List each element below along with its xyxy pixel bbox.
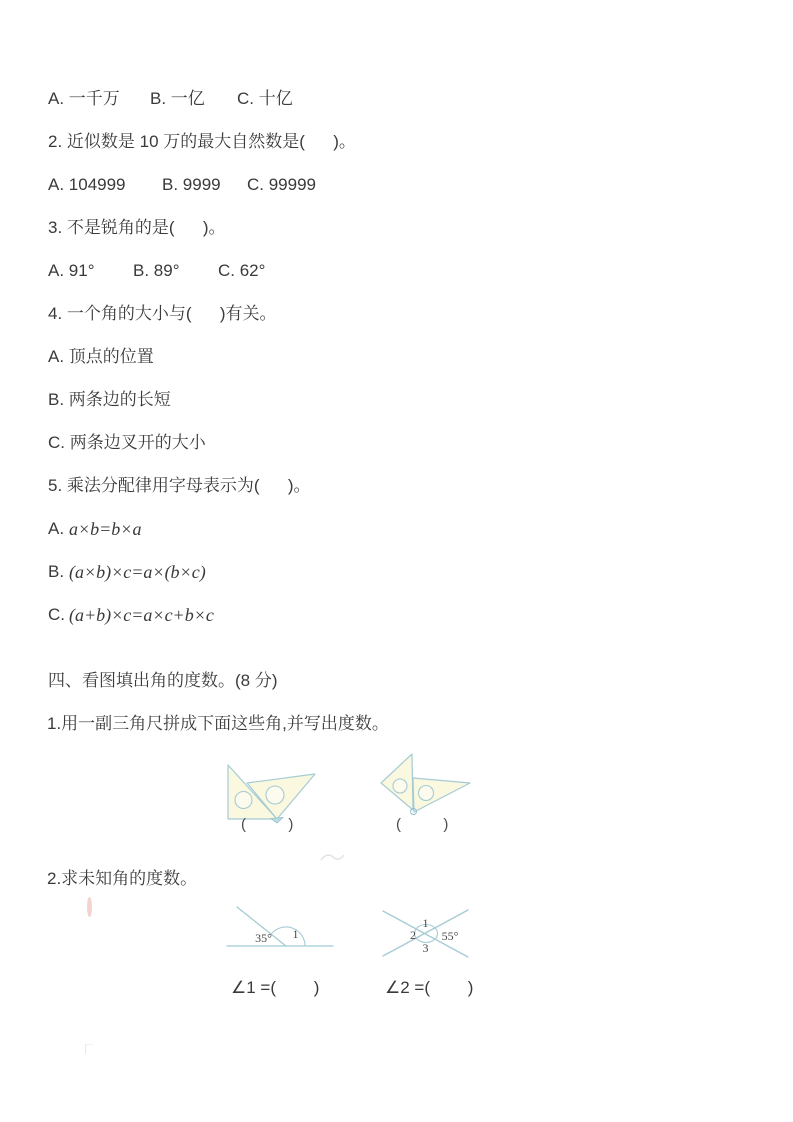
angle-figure-crossing-lines: [380, 900, 480, 962]
angle-55-label: 55°: [441, 929, 459, 943]
set-square-hole: [419, 786, 434, 801]
q4-option-a-row: [0, 346, 793, 370]
angle-2-label: 2: [410, 928, 416, 942]
figure2-answer-blank: ( ): [396, 816, 450, 833]
task2-label: 2.求未知角的度数。: [47, 869, 198, 888]
q4-option-b: B. 两条边的长短: [48, 390, 171, 409]
q4-option-c-row: [0, 432, 793, 456]
set-square-hole: [266, 786, 284, 804]
q3-options-row: [0, 260, 793, 284]
q5-stem-row: [0, 475, 793, 499]
q4-option-a: A. 顶点的位置: [48, 347, 154, 366]
q5-option-b-prefix: B.: [48, 562, 65, 581]
q1-options-row: [0, 88, 793, 112]
q5-option-b-row: [0, 561, 793, 585]
q1-option-c: C. 十亿: [237, 89, 293, 108]
section4-heading: 四、看图填出角的度数。(8 分): [48, 671, 278, 690]
q4-stem-row: [0, 303, 793, 327]
task1-label-row: [0, 713, 793, 737]
q3-option-b: B. 89°: [133, 261, 180, 280]
q3-stem-row: [0, 217, 793, 241]
angle2-answer-blank: ∠2 =( ): [385, 978, 474, 997]
q5-option-c-row: [0, 604, 793, 628]
scan-artifact-pink-smudge: [87, 897, 92, 917]
angle-1-label: 1: [422, 916, 429, 930]
figure1-answer-blank: ( ): [241, 816, 295, 833]
q3-option-a: A. 91°: [48, 261, 95, 280]
angle-figure-35-degree: [225, 900, 340, 955]
unknown-angle-label: 1: [292, 927, 299, 941]
scan-artifact-gray-squiggle: [320, 850, 346, 864]
q4-option-c: C. 两条边叉开的大小: [48, 433, 206, 452]
task2-label-row: [0, 868, 793, 892]
task1-label: 1.用一副三角尺拼成下面这些角,并写出度数。: [47, 714, 389, 733]
q2-option-b: B. 9999: [162, 175, 221, 194]
set-square-hole: [235, 792, 252, 809]
given-angle-label: 35°: [255, 931, 272, 945]
angle-arc: [271, 927, 305, 946]
angle-3-label: 3: [422, 941, 429, 955]
q5-stem: 5. 乘法分配律用字母表示为( )。: [48, 476, 311, 495]
q5-option-c-prefix: C.: [48, 605, 65, 624]
q3-stem: 3. 不是锐角的是( )。: [48, 218, 226, 237]
q3-option-c: C. 62°: [218, 261, 266, 280]
q4-option-b-row: [0, 389, 793, 413]
q5-option-c-formula: (a+b)×c=a×c+b×c: [69, 605, 214, 625]
q5-option-a-row: [0, 518, 793, 542]
q2-options-row: [0, 174, 793, 198]
section4-heading-row: [0, 670, 793, 694]
q2-option-a: A. 104999: [48, 175, 126, 194]
q5-option-b-formula: (a×b)×c=a×(b×c): [69, 562, 206, 582]
q5-option-a-prefix: A.: [48, 519, 65, 538]
q5-option-a-formula: a×b=b×a: [69, 519, 142, 539]
task2-answers-row: [0, 977, 793, 1001]
q1-option-a: A. 一千万: [48, 89, 120, 108]
q2-option-c: C. 99999: [247, 175, 316, 194]
angle1-answer-blank: ∠1 =( ): [231, 978, 320, 997]
q4-stem: 4. 一个角的大小与( )有关。: [48, 304, 277, 323]
q2-stem-row: [0, 131, 793, 155]
scan-artifact-gray-mark: [85, 1044, 93, 1054]
q2-stem: 2. 近似数是 10 万的最大自然数是( )。: [48, 132, 356, 151]
q1-option-b: B. 一亿: [150, 89, 205, 108]
set-square-hole: [393, 779, 407, 793]
